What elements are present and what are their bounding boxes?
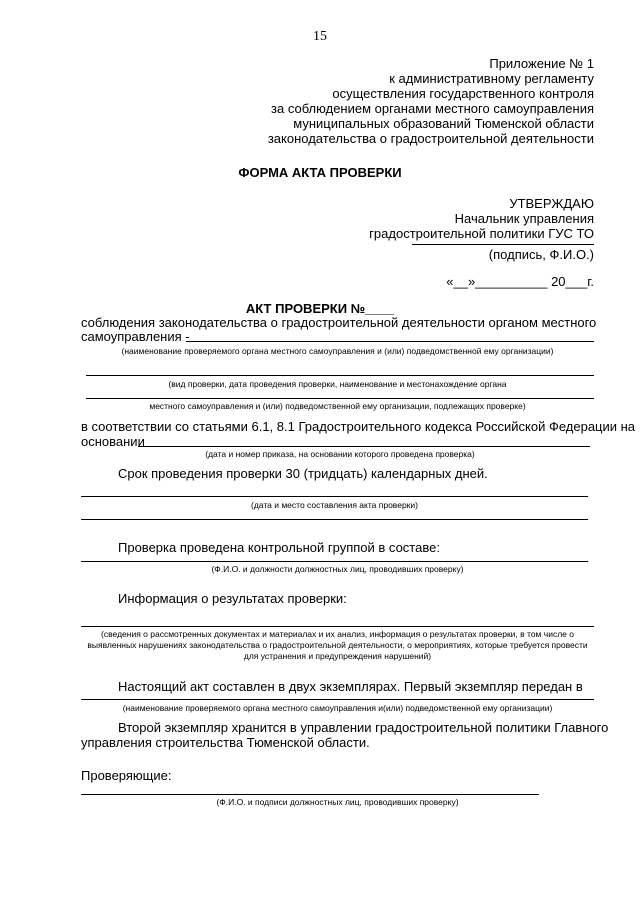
signature-line [412,244,594,245]
term-text: Срок проведения проверки 30 (тридцать) календарных дней. [118,466,488,481]
second-copy-line-1: Второй экземпляр хранится в управлении градостроительной политики Главного [118,720,609,735]
second-copy-line-2: управления строительства Тюменской области. [81,735,370,750]
place-fill-line [81,496,588,497]
place-fill-line-2 [81,519,588,520]
appendix-line-2: к административному регламенту [389,71,594,86]
act-line-1: соблюдения законодательства о градостроительной деятельности органом местного [81,315,597,330]
caption-inspectors: (Ф.И.О. и подписи должностных лиц, проводивших проверку) [216,797,459,807]
copies-text: Настоящий акт составлен в двух экземплярах. Первый экземпляр передан в [118,679,583,694]
signature-caption: (подпись, Ф.И.О.) [488,247,594,262]
caption-basis: (дата и номер приказа, на основании которого проведена проверка) [205,449,475,459]
approval-heading: УТВЕРЖДАЮ [509,196,594,211]
caption-info: (сведения о рассмотренных документах и материалах и их анализ, информация о результатах проверки, в том числе о выявленных нарушениях законодательства о градостроительной деятельности, о мероприятиях, которые требуется провести для устранения и предупреждения нарушений) [87,629,588,661]
appendix-line-3: осуществления государственного контроля [332,86,594,101]
act-line-2: самоуправления - [81,329,190,344]
caption-place: (дата и место составления акта проверки) [251,500,418,510]
copies-fill-line [81,699,594,700]
basis-fill-line [138,446,590,447]
caption-group: (Ф.И.О. и должности должностных лиц, проводивших проверку) [211,564,464,574]
inspectors-label: Проверяющие: [81,768,172,783]
info-fill-line [81,626,594,627]
caption-copies: (наименование проверяемого органа местного самоуправления и(или) подведомственной ему организации) [122,703,553,713]
caption-kind-1: (вид проверки, дата проведения проверки, наименование и местонахождение органа [168,379,507,389]
group-fill-line [81,561,588,562]
basis-line-2: основании [81,434,145,449]
approval-date: «__»__________ 20___г. [446,274,594,289]
kind-fill-line [86,375,594,376]
appendix-line-6: законодательства о градостроительной деятельности [267,131,594,146]
appendix-line-1: Приложение № 1 [489,56,594,71]
group-text: Проверка проведена контрольной группой в составе: [118,540,440,555]
org-fill-line [186,341,594,342]
basis-line-1: в соответствии со статьями 6.1, 8.1 Градостроительного кодекса Российской Федерации на [81,419,636,434]
appendix-line-4: за соблюдением органами местного самоуправления [271,101,594,116]
approval-position-1: Начальник управления [454,211,594,226]
caption-organization: (наименование проверяемого органа местного самоуправления и (или) подведомственной ему организации) [121,346,554,356]
approval-position-2: градостроительной политики ГУС ТО [369,226,594,241]
info-text: Информация о результатах проверки: [118,591,347,606]
kind-fill-line-2 [86,398,594,399]
act-title: АКТ ПРОВЕРКИ №____ [245,301,395,316]
form-title: ФОРМА АКТА ПРОВЕРКИ [238,165,402,180]
appendix-line-5: муниципальных образований Тюменской области [293,116,594,131]
caption-kind-2: местного самоуправления и (или) подведомственной ему организации, подлежащих проверке) [149,401,526,411]
page-number: 15 [313,29,327,44]
inspectors-fill-line [81,794,539,795]
